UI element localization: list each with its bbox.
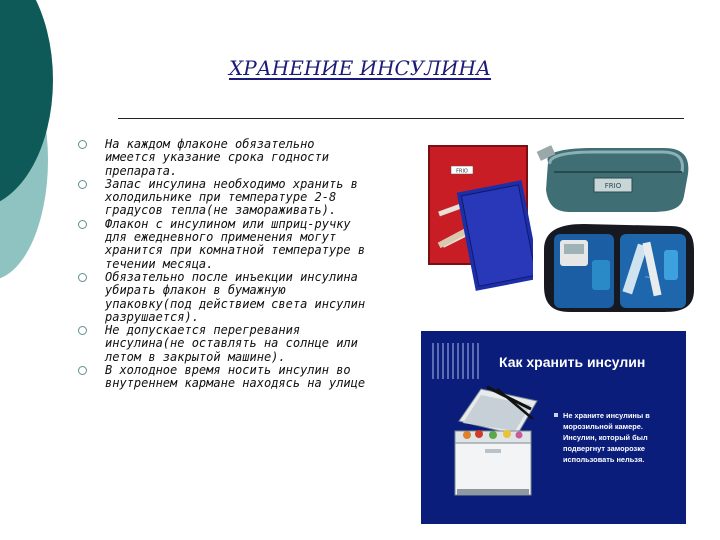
inner-slide-how-to-store-insulin <box>421 331 686 524</box>
hollow-circle-icon <box>78 180 87 189</box>
inner-slide-title: Как хранить инсулин <box>499 354 646 370</box>
hollow-circle-icon <box>78 366 87 375</box>
bullet-list <box>78 138 368 391</box>
svg-text:~: ~ <box>644 273 652 283</box>
chest-freezer-icon <box>449 385 539 503</box>
red-insulin-case-photo <box>425 142 533 304</box>
square-bullet-icon <box>554 413 558 417</box>
list-item: Флакон с инсулином или шприц-ручку для ежедневного применения могут хранится при комнатной температуре в течении месяца. <box>78 218 368 271</box>
list-item: В холодное время носить инсулин во внутреннем кармане находясь на улице <box>78 364 368 391</box>
hollow-circle-icon <box>78 220 87 229</box>
list-item: Не допускается перегревания инсулина(не оставлять на солнце или летом в закрытой машине). <box>78 324 368 364</box>
hollow-circle-icon <box>78 273 87 282</box>
list-item: Обязательно после инъекции инсулина убирать флакон в бумажную упаковку(под действием света инсулин разрушается). <box>78 271 368 324</box>
decorative-circles <box>0 0 60 300</box>
open-diabetes-kit-photo <box>540 220 696 316</box>
inner-slide-note: Не храните инсулины в морозильной камере. Инсулин, который был подвергнут заморозке использовать нельзя. <box>563 411 650 464</box>
vertical-lines-decoration <box>431 341 487 381</box>
hollow-circle-icon <box>78 326 87 335</box>
list-item: На каждом флаконе обязательно имеется указание срока годности препарата. <box>78 138 368 178</box>
red-case-badge: FRIO <box>456 168 468 175</box>
teal-case-badge: FRIO <box>604 182 622 190</box>
page-title: ХРАНЕНИЕ ИНСУЛИНА <box>228 56 492 80</box>
teal-zippered-insulin-case-photo <box>534 140 694 218</box>
title-divider <box>118 118 684 119</box>
list-item: Запас инсулина необходимо хранить в холодильнике при температуре 2-8 градусов тепла(не замораживать). <box>78 178 368 218</box>
hollow-circle-icon <box>78 140 87 149</box>
